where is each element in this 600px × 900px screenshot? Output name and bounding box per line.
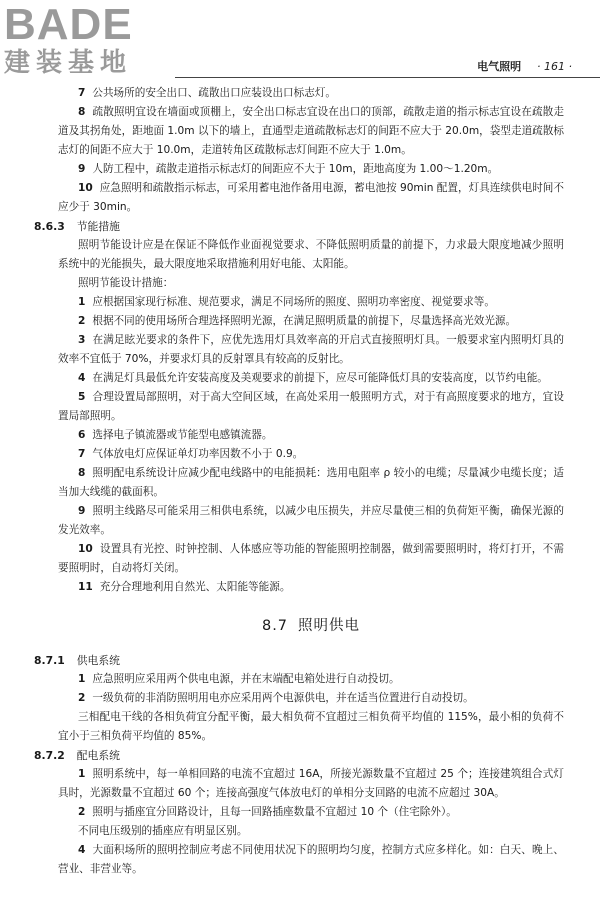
watermark-brand: BADE <box>4 0 133 49</box>
watermark-subtitle: 建装基地 <box>4 48 133 78</box>
paragraph: 照明节能设计应是在保证不降低作业面视觉要求、不降低照明质量的前提下，力求最大限度地减少照明系统中的光能损失，最大限度地采取措施利用好电能、太阳能。 <box>58 239 564 270</box>
list-item: 7 气体放电灯应保证单灯功率因数不小于 0.9。 <box>78 448 304 460</box>
list-item: 2 照明与插座宜分回路设计，且每一回路插座数量不宜超过 10 个（住宅除外）。 <box>78 806 457 818</box>
list-item: 4 在满足灯具最低允许安装高度及美观要求的前提下，应尽可能降低灯具的安装高度，以节约电能。 <box>78 372 548 384</box>
paragraph: 不同电压级别的插座应有明显区别。 <box>78 825 248 837</box>
list-item: 1 照明系统中，每一单相回路的电流不宜超过 16A，所接光源数量不宜超过 25 个；连接建筑组合式灯具时，光源数量不宜超过 60 个；连接高强度气体放电灯的单相分支回路的电流不应超过 30A。 <box>58 768 564 799</box>
list-item: 9 人防工程中，疏散走道指示标志灯的间距应不大于 10m，距地高度为 1.00～1.20m。 <box>78 163 499 175</box>
running-head <box>477 58 572 74</box>
page-body <box>34 84 564 879</box>
list-item: 2 根据不同的使用场所合理选择照明光源，在满足照明质量的前提下，尽量选择高光效光源。 <box>78 315 517 327</box>
section-heading-8-6-3: 8.6.3 节能措施 <box>34 220 120 233</box>
list-item: 8 疏散照明宜设在墙面或顶棚上，安全出口标志宜设在出口的顶部，疏散走道的指示标志宜设在疏散走道及其拐角处，距地面 1.0m 以下的墙上，直通型走道疏散标志灯的间距不应大于 20.0m，袋型走道疏散标志灯的间距不应大于 10.0m，走道转角区疏散标志灯间距不应大于 1.0m。 <box>58 106 564 156</box>
list-item: 7 公共场所的安全出口、疏散出口应装设出口标志灯。 <box>78 87 337 99</box>
list-item: 9 照明主线路尽可能采用三相供电系统，以减少电压损失，并应尽量使三相的负荷矩平衡，确保光源的发光效率。 <box>58 505 564 536</box>
list-item: 11 充分合理地利用自然光、太阳能等能源。 <box>78 581 291 593</box>
list-item: 5 合理设置局部照明，对于高大空间区域，在高处采用一般照明方式，对于有高照度要求的地方，宜设置局部照明。 <box>58 391 564 422</box>
chapter-heading-8-7: 8.7 照明供电 <box>261 618 361 634</box>
list-item: 8 照明配电系统设计应减少配电线路中的电能损耗：选用电阻率 ρ 较小的电缆；尽量减少电缆长度；适当加大线缆的截面积。 <box>58 467 564 498</box>
page-number: · 161 · <box>537 60 572 73</box>
paragraph: 照明节能设计措施： <box>78 277 174 289</box>
list-item: 1 应急照明应采用两个供电电源，并在末端配电箱处进行自动投切。 <box>78 673 400 685</box>
section-heading-8-7-1: 8.7.1 供电系统 <box>34 654 120 667</box>
list-item: 3 在满足眩光要求的条件下，应优先选用灯具效率高的开启式直接照明灯具。一般要求室内照明灯具的效率不宜低于 70%，并要求灯具的反射罩具有较高的反射比。 <box>58 334 564 365</box>
list-item: 10 设置具有光控、时钟控制、人体感应等功能的智能照明控制器，做到需要照明时，将灯打开，不需要照明时，自动将灯关闭。 <box>58 543 564 574</box>
list-item: 2 一级负荷的非消防照明用电亦应采用两个电源供电，并在适当位置进行自动投切。 <box>78 692 474 704</box>
paragraph: 三相配电干线的各相负荷宜分配平衡，最大相负荷不宜超过三相负荷平均值的 115%，最小相的负荷不宜小于三相负荷平均值的 85%。 <box>58 711 564 742</box>
running-head-title: 电气照明 <box>477 60 522 73</box>
list-item: 10 应急照明和疏散指示标志，可采用蓄电池作备用电源，蓄电池按 90min 配置，灯具连续供电时间不应少于 30min。 <box>58 182 564 213</box>
list-item: 6 选择电子镇流器或节能型电感镇流器。 <box>78 429 273 441</box>
watermark-logo <box>4 2 174 78</box>
header-rule <box>175 77 600 78</box>
list-item: 1 应根据国家现行标准、规范要求，满足不同场所的照度、照明功率密度、视觉要求等。 <box>78 296 495 308</box>
section-heading-8-7-2: 8.7.2 配电系统 <box>34 749 120 762</box>
list-item: 4 大面积场所的照明控制应考虑不同使用状况下的照明均匀度，控制方式应多样化。如：白天、晚上、营业、非营业等。 <box>58 844 564 875</box>
